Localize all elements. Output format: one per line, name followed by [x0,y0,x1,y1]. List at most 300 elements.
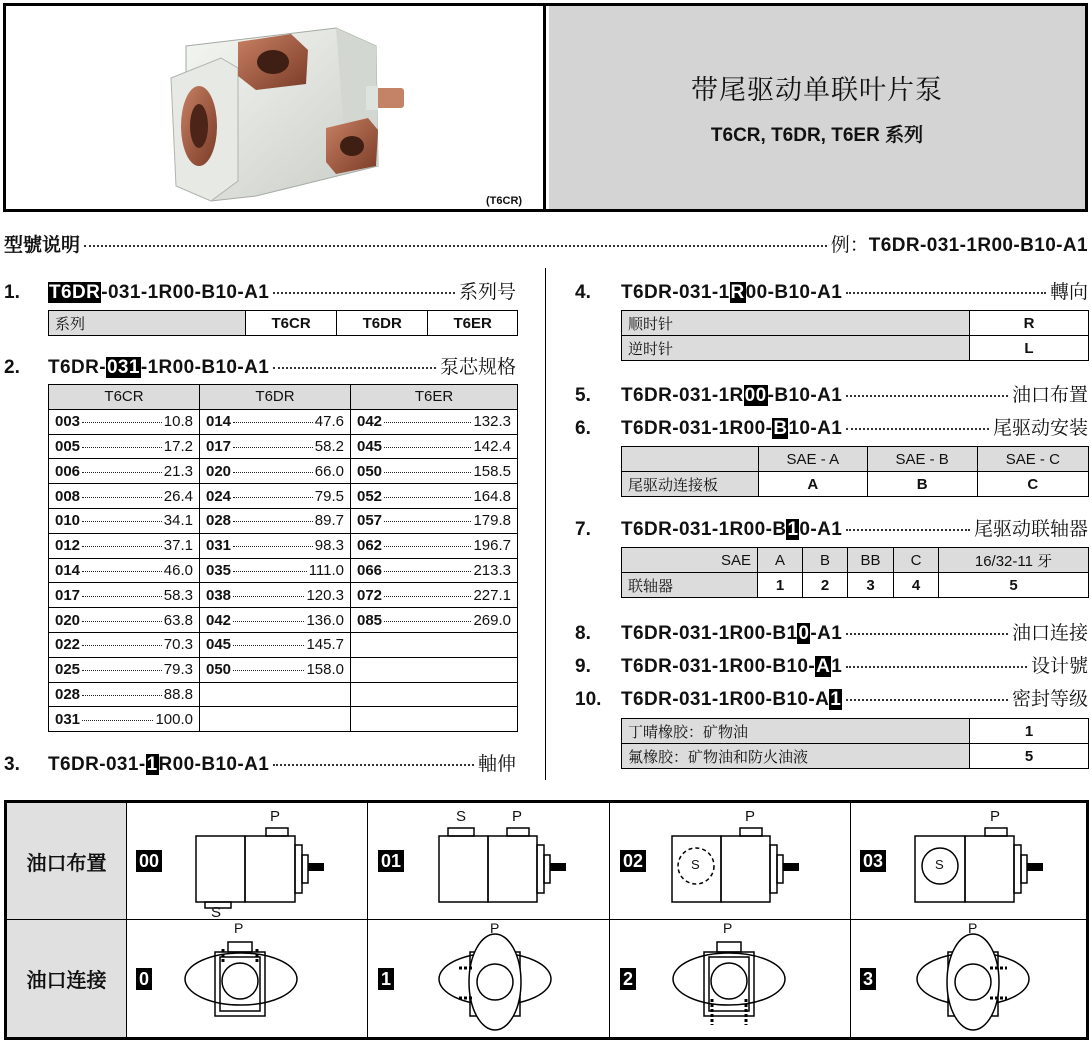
core-size-cell [49,459,200,484]
section-number: 8. [575,623,591,644]
core-size-cell [49,657,200,682]
core-size-displacement: 120.3 [306,586,344,604]
section-2-line [4,352,516,379]
mount-value-cell: B [867,472,977,497]
dots [233,497,313,498]
port-connection-row-label: 油口连接 [7,920,127,1037]
coupling-header-cell: A [758,548,803,573]
dots [233,447,313,448]
code-suffix: R00-B10-A1 [158,754,270,775]
core-size-cell [351,533,518,558]
core-size-cell [351,508,518,533]
dots [233,670,304,671]
core-size-cell [200,558,351,583]
core-size-displacement: 17.2 [163,437,193,455]
core-size-cell [49,608,200,633]
core-size-displacement: 10.8 [163,413,193,431]
section-3-line [4,749,516,776]
core-size-table [48,384,518,732]
seal-value-cell: 1 [970,719,1089,744]
section-code [48,282,269,304]
dots [82,621,162,622]
dots [846,395,1008,397]
section-code [621,282,842,304]
core-size-cell [49,583,200,608]
core-size-code: 005 [55,437,81,455]
section-number: 9. [575,656,591,677]
example-code: T6DR-031-1R00-B10-A1 [868,235,1088,256]
port-connection-3-cell [851,920,1086,1037]
code-prefix: T6DR-031-1 [621,282,730,303]
core-table-row [49,558,518,583]
mount-empty-cell [622,447,759,472]
dots [233,546,313,547]
core-size-cell [351,409,518,434]
core-size-displacement: 269.0 [473,611,511,629]
port-layout-01-diagram [368,803,610,920]
s-port-label: S [211,904,222,921]
coupling-value-cell: 3 [848,573,894,598]
dots [384,521,471,522]
core-size-cell [49,409,200,434]
core-size-code: 025 [55,661,81,679]
core-table-row [49,484,518,509]
core-size-code: 031 [55,710,81,728]
rotation-value-cell: L [970,336,1089,361]
core-size-code: 008 [55,487,81,505]
core-size-cell [200,632,351,657]
core-size-code: 050 [206,661,232,679]
section-7-line [575,514,1088,541]
port-connection-2-diagram [610,920,851,1037]
port-diagram-table [4,800,1089,1040]
port-layout-tag: 00 [136,850,162,872]
section-number: 2. [4,357,20,378]
core-size-code: 003 [55,413,81,431]
core-size-cell [200,707,351,732]
core-size-code: 050 [357,462,383,480]
core-size-displacement: 58.2 [314,437,344,455]
rotation-label-cell: 逆时针 [622,336,970,361]
section-8-line [575,618,1088,645]
core-size-code: 028 [206,512,232,530]
model-info-label: 型號说明 [4,235,81,256]
core-size-code: 010 [55,512,81,530]
port-layout-tag: 03 [860,850,886,872]
code-prefix: T6DR-031-1R [621,385,744,406]
core-size-code: 014 [55,561,81,579]
core-table-row [49,583,518,608]
series-label-cell: 系列 [49,311,246,336]
core-table-row [49,682,518,707]
dots [82,695,162,696]
dots [384,571,471,572]
core-header-cell: T6ER [351,385,518,410]
p-port-label: P [270,808,281,825]
core-size-displacement: 164.8 [473,487,511,505]
code-prefix: T6DR-031-1R00-B10- [621,656,816,677]
core-size-cell [49,707,200,732]
core-size-code: 062 [357,537,383,555]
port-connection-2-cell [610,920,851,1037]
core-size-code: 042 [357,413,383,431]
port-layout-03-diagram [851,803,1086,920]
section-9-line [575,651,1088,678]
core-size-cell [200,682,351,707]
core-size-displacement: 158.0 [306,661,344,679]
core-size-displacement: 70.3 [163,636,193,654]
rotation-table [621,310,1089,361]
port-layout-tag: 02 [620,850,646,872]
core-table-row [49,533,518,558]
code-prefix: T6DR- [48,357,106,378]
port-connection-0-diagram [127,920,368,1037]
core-size-displacement: 34.1 [163,512,193,530]
code-suffix: 0-A1 [799,519,843,540]
coupling-table [621,547,1089,598]
dots [846,699,1008,701]
port-layout-02-cell [610,803,851,920]
core-size-code: 045 [357,437,383,455]
code-suffix: -031-1R00-B10-A1 [101,282,270,303]
code-prefix: T6DR-031-1R00-B [621,519,787,540]
p-port-label: P [723,920,733,936]
core-size-cell [351,632,518,657]
core-size-code: 014 [206,413,232,431]
code-prefix: T6DR-031- [48,754,146,775]
p-port-label: P [512,808,523,825]
code-highlight: T6DR [49,282,101,303]
dots [82,645,162,646]
core-size-displacement: 47.6 [314,413,344,431]
port-connection-tag: 1 [378,968,394,990]
core-size-cell [49,632,200,657]
p-port-label: P [990,808,1001,825]
seal-value-cell: 5 [970,744,1089,769]
section-number: 3. [4,754,20,775]
port-connection-1-diagram [368,920,610,1037]
code-suffix: 1 [831,656,843,677]
core-size-displacement: 79.5 [314,487,344,505]
core-size-cell [351,707,518,732]
dots [846,633,1008,635]
core-size-displacement: 145.7 [306,636,344,654]
p-port-label: P [968,920,978,936]
section-code [621,519,842,541]
core-size-cell [200,533,351,558]
core-size-cell [200,508,351,533]
core-size-cell [49,533,200,558]
section-10-line [575,684,1088,711]
seal-table [621,718,1089,769]
core-header-cell: T6CR [49,385,200,410]
section-label: 油口布置 [1011,385,1088,406]
code-highlight: 00 [744,385,767,406]
section-label: 尾驱动安装 [992,418,1088,439]
code-suffix: -A1 [810,623,843,644]
port-connection-tag: 3 [860,968,876,990]
core-size-code: 020 [55,611,81,629]
section-code [621,623,842,645]
port-connection-1-cell [368,920,610,1037]
rotation-label-cell: 顺时针 [622,311,970,336]
core-table-row [49,632,518,657]
core-size-cell [351,608,518,633]
column-divider [545,268,546,780]
section-1-line [4,277,516,304]
core-size-code: 052 [357,487,383,505]
dots [82,521,162,522]
port-layout-tag: 01 [378,850,404,872]
port-connection-tag: 0 [136,968,152,990]
section-code [621,689,842,711]
dots [82,422,162,423]
coupling-label-cell: 联轴器 [622,573,758,598]
section-6-line [575,413,1088,440]
dots [384,447,471,448]
series-table [48,310,518,336]
dots [384,621,471,622]
section-number: 7. [575,519,591,540]
core-size-code: 006 [55,462,81,480]
code-highlight: A [816,656,831,677]
code-highlight: R [730,282,745,303]
port-connection-3-diagram [851,920,1086,1037]
core-size-code: 022 [55,636,81,654]
dots [82,472,162,473]
core-size-displacement: 196.7 [473,537,511,555]
core-size-code: 072 [357,586,383,604]
core-size-displacement: 98.3 [314,537,344,555]
port-connection-tag: 2 [620,968,636,990]
dots [84,245,827,247]
seal-label-cell: 丁晴橡胶：矿物油 [622,719,970,744]
page-subtitle: T6CR, T6DR, T6ER 系列 [710,125,924,146]
s-port-label: S [935,857,944,872]
coupling-header-cell: 16/32-11 牙 [939,548,1089,573]
section-number: 5. [575,385,591,406]
core-table-row [49,508,518,533]
core-size-code: 066 [357,561,383,579]
code-prefix: T6DR-031-1R00- [621,418,773,439]
dots [384,596,471,597]
core-size-cell [200,583,351,608]
core-size-displacement: 158.5 [473,462,511,480]
core-size-displacement: 100.0 [155,710,193,728]
mount-header-cell: SAE - B [867,447,977,472]
dots [273,764,474,766]
core-size-cell [200,657,351,682]
section-number: 1. [4,282,20,303]
core-size-displacement: 132.3 [473,413,511,431]
dots [846,428,989,430]
core-size-cell [49,682,200,707]
s-port-label: S [456,808,467,825]
code-highlight: 031 [106,357,140,378]
core-size-displacement: 58.3 [163,586,193,604]
core-size-displacement: 179.8 [473,512,511,530]
section-4-line [575,277,1088,304]
core-size-displacement: 79.3 [163,661,193,679]
core-size-code: 031 [206,537,232,555]
core-size-code: 085 [357,611,383,629]
mount-value-cell: C [977,472,1088,497]
section-code [48,754,269,776]
code-highlight: 1 [146,754,158,775]
code-suffix: -1R00-B10-A1 [140,357,270,378]
series-cell: T6CR [246,311,337,336]
dots [82,447,162,448]
code-suffix: 10-A1 [788,418,843,439]
mount-table [621,446,1089,497]
section-label: 轉向 [1049,282,1088,303]
section-code [621,385,842,407]
section-number: 4. [575,282,591,303]
dots [82,546,162,547]
mount-header-cell: SAE - C [977,447,1088,472]
core-size-cell [49,484,200,509]
dots [273,367,436,369]
section-label: 密封等级 [1011,689,1088,710]
code-highlight: 1 [830,689,842,710]
core-size-displacement: 21.3 [163,462,193,480]
section-label: 泵芯规格 [439,357,516,378]
port-layout-row-label: 油口布置 [7,803,127,920]
p-port-label: P [745,808,756,825]
p-port-label: P [234,920,244,936]
section-number: 6. [575,418,591,439]
title-pane [549,6,1085,209]
core-size-displacement: 37.1 [163,537,193,555]
core-size-code: 035 [206,561,232,579]
port-layout-02-diagram [610,803,851,920]
section-number: 10. [575,689,602,710]
code-prefix: T6DR-031-1R00-B10-A [621,689,830,710]
core-size-cell [351,434,518,459]
model-info-line [4,230,1088,257]
pump-photo-pane [6,6,546,209]
core-size-displacement: 213.3 [473,561,511,579]
core-size-cell [200,459,351,484]
coupling-header-cell: C [894,548,939,573]
core-table-row [49,409,518,434]
dots [384,472,471,473]
page-title: 带尾驱动单联叶片泵 [691,75,943,105]
core-size-displacement: 63.8 [163,611,193,629]
coupling-value-cell: 2 [803,573,848,598]
core-size-code: 057 [357,512,383,530]
core-size-cell [351,558,518,583]
mount-header-cell: SAE - A [759,447,868,472]
dots [82,596,162,597]
dots [233,645,304,646]
core-size-cell [351,657,518,682]
code-highlight: 0 [798,623,810,644]
core-size-code: 020 [206,462,232,480]
core-size-code: 038 [206,586,232,604]
code-suffix: 00-B10-A1 [745,282,843,303]
core-size-displacement: 88.8 [163,685,193,703]
dots [233,571,307,572]
section-label: 尾驱动联轴器 [973,519,1088,540]
core-size-code: 042 [206,611,232,629]
core-size-code: 017 [55,586,81,604]
seal-label-cell: 氟橡胶：矿物油和防火油液 [622,744,970,769]
coupling-value-cell: 1 [758,573,803,598]
example-prefix: 例： [830,235,869,256]
core-size-cell [49,434,200,459]
port-connection-0-cell [127,920,368,1037]
mount-label-cell: 尾驱动连接板 [622,472,759,497]
code-highlight: 1 [787,519,799,540]
coupling-value-cell: 4 [894,573,939,598]
dots [846,292,1046,294]
dots [233,472,313,473]
coupling-header-cell: SAE [622,548,758,573]
dots [82,571,162,572]
section-5-line [575,380,1088,407]
dots [82,720,153,721]
core-size-displacement: 26.4 [163,487,193,505]
section-code [621,418,842,440]
core-table-row [49,459,518,484]
dots [82,670,162,671]
coupling-header-cell: B [803,548,848,573]
core-size-cell [351,682,518,707]
core-size-cell [351,459,518,484]
dots [233,596,304,597]
core-table-row [49,608,518,633]
section-code [621,656,842,678]
mount-value-cell: A [759,472,868,497]
core-size-cell [200,608,351,633]
header-box [3,3,1088,212]
core-size-cell [200,434,351,459]
rotation-value-cell: R [970,311,1089,336]
core-size-cell [351,484,518,509]
core-size-code: 028 [55,685,81,703]
core-size-displacement: 142.4 [473,437,511,455]
port-layout-03-cell [851,803,1086,920]
core-table-row [49,657,518,682]
dots [384,546,471,547]
dots [233,621,304,622]
core-header-cell: T6DR [200,385,351,410]
core-table-row [49,707,518,732]
section-code [48,357,269,379]
section-label: 设计號 [1030,656,1088,677]
dots [82,497,162,498]
dots [233,521,313,522]
core-size-displacement: 66.0 [314,462,344,480]
core-size-displacement: 136.0 [306,611,344,629]
p-port-label: P [490,920,500,936]
s-port-label: S [691,857,700,872]
port-layout-00-cell [127,803,368,920]
coupling-header-cell: BB [848,548,894,573]
core-size-cell [200,484,351,509]
core-size-displacement: 111.0 [308,561,344,579]
core-size-displacement: 89.7 [314,512,344,530]
series-cell: T6DR [337,311,428,336]
section-label: 軸伸 [477,754,516,775]
section-label: 油口连接 [1011,623,1088,644]
dots [846,529,970,531]
coupling-value-cell: 5 [939,573,1089,598]
core-size-code: 012 [55,537,81,555]
code-prefix: T6DR-031-1R00-B1 [621,623,798,644]
port-layout-01-cell [368,803,610,920]
